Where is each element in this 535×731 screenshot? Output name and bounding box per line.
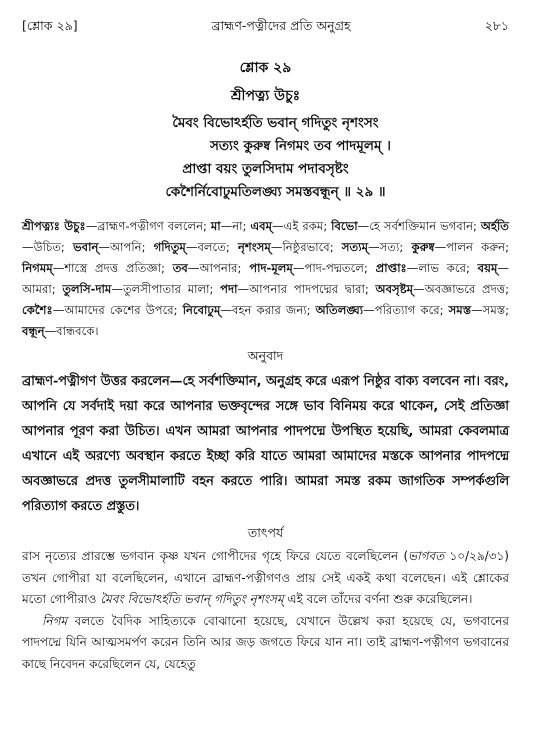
synonym-meaning: —না;	[220, 219, 251, 233]
verse-quote: মৈবং বিভোঽর্হতি ভবান্ গদিতুং নৃশংসম্	[100, 592, 284, 606]
verse-line: প্রাপ্তা বয়ং তুলসিদাম পদাবসৃষ্টং	[182, 161, 349, 177]
synonym-word: অতিলঙ্ঘ্য	[315, 303, 364, 317]
synonym-word: তব	[172, 261, 188, 275]
page-header	[22, 18, 509, 44]
synonym-meaning: —তুলসীপাতার মালা;	[111, 282, 221, 296]
verse-number: শ্লোক ২৯	[239, 60, 292, 76]
synonym-meaning: —আপনার পাদপদ্মের দ্বারা;	[237, 282, 376, 296]
synonym-word: পদা	[220, 282, 238, 296]
verse-speaker: শ্রীপত্ন্য উচুঃ	[230, 88, 301, 104]
header-verse-ref: [শ্লোক ২৯]	[22, 18, 78, 33]
synonym-word: শ্রীপত্ন্যঃ উচুঃ	[22, 219, 86, 233]
verse-block	[22, 56, 509, 204]
synonym-meaning: —বলতে;	[185, 240, 238, 254]
synonym-word: তুলসি-দাম	[62, 282, 112, 296]
synonym-meaning: —লাভ করে;	[406, 261, 478, 275]
synonym-word: নিগমম্	[22, 261, 53, 275]
synonym-meaning: —পাদ-পদ্মতলে;	[292, 261, 376, 275]
purport-text-run: এই বলে তাঁদের বর্ণনা শুরু করেছিলেন।	[283, 592, 473, 606]
synonym-meaning: —বহন করার জন্য;	[220, 303, 316, 317]
purport-text-run: রাস নৃত্যের প্রারম্ভে ভগবান কৃষ্ণ যখন গোপীদের গৃহে ফিরে যেতে বলেছিলেন (	[22, 549, 409, 563]
synonym-word: বয়ম্	[477, 261, 498, 275]
synonym-meaning: —আপনি;	[98, 240, 154, 254]
synonym-word: ভবান্	[73, 240, 99, 254]
translation-text: ব্রাহ্মণ-পত্নীগণ উত্তর করলেন—হে সর্বশক্তিমান, অনুগ্রহ করে এরূপ নিষ্ঠুর বাক্য বলবেন না। বরং, আপনি যে সর্বদাই দয়া করে আপনার ভক্তবৃন্দের সঙ্গে ভাব বিনিময় করে থাকেন, সেই প্রতিজ্ঞা আপনার পূরণ করা উচিত। এখন আমরা আপনার পাদপদ্মে উপস্থিত হয়েছি, আমরা কেবলমাত্র এখানে এই অরণ্যে অবস্থান করতে ইচ্ছা করি যাতে আমরা আমাদের মস্তকে আপনার পাদপদ্মে অবজ্ঞাভরে প্রদত্ত তুলসীমালাটি বহন করতে পারি। আমরা সমস্ত রকম জাগতিক সম্পর্কগুলি পরিত্যাগ করতে প্রস্তুত।	[22, 374, 509, 514]
synonym-word: অবসৃষ্টম্	[375, 282, 414, 296]
synonym-word: কেশৈঃ	[22, 303, 53, 317]
synonym-word: পাদ-মূলম্	[249, 261, 293, 275]
translation-heading: অনুবাদ	[247, 348, 284, 363]
synonym-meaning: —পালন করুন;	[434, 240, 510, 254]
synonym-meaning: —এই রকম;	[272, 219, 332, 233]
synonym-word: সত্যম্	[341, 240, 369, 254]
synonym-meaning: —আমাদের কেশের উপরে;	[52, 303, 183, 317]
synonym-word: মা	[210, 219, 221, 233]
synonym-meaning: —সত্য;	[368, 240, 412, 254]
word-synonyms	[22, 216, 509, 342]
synonym-meaning: —বান্ধবকে।	[44, 324, 99, 338]
synonym-word: এবম্	[250, 219, 273, 233]
purport-text-run: বলতে বৈদিক সাহিত্যকে বোঝানো হয়েছে, যেখানে উল্লেখ করা হয়েছে যে, ভগবানের পাদপদ্মে যিনি আত্মসমর্পণ করেন তিনি আর জড় জগতে ফিরে যান না। তাই ব্রাহ্মণ-পত্নীগণ ভগবানের কাছে নিবেদন করেছিলেন যে, যেহেতু	[22, 613, 509, 671]
scripture-reference: ভাগবত	[408, 549, 445, 563]
synonym-meaning: —হে সর্বশক্তিমান ভগবান;	[357, 219, 481, 233]
verse-line: মৈবং বিভোঽর্হতি ভবান্ গদিতুং নৃশংসং	[172, 115, 379, 131]
synonym-word: গদিতুম্	[153, 240, 186, 254]
synonym-meaning: —উচিত;	[22, 240, 73, 254]
synonym-meaning: —আমরা;	[22, 261, 509, 296]
synonym-meaning: —নিষ্ঠুরভাবে;	[270, 240, 342, 254]
purport-heading: তাৎপর্য	[247, 525, 284, 540]
purport-paragraph	[22, 611, 509, 676]
header-page-number: ২৮১	[484, 18, 509, 33]
header-chapter-title: ব্রাহ্মণ-পত্নীদের প্রতি অনুগ্রহ	[211, 18, 351, 33]
synonym-word: বিভো	[331, 219, 358, 233]
synonym-word: প্রাপ্তাঃ	[375, 261, 407, 275]
synonym-meaning: —ব্রাহ্মণ-পত্নীগণ বললেন;	[85, 219, 211, 233]
verse-line: কেশৈর্নিবোঢুমতিলঙ্ঘ্য সমস্তবন্ধূন্ ॥ ২৯ ॥	[165, 184, 386, 200]
synonym-word: নৃশংসম্	[238, 240, 271, 254]
purport-text	[22, 546, 509, 675]
synonym-word: নিবোঢুম্	[182, 303, 221, 317]
synonym-word: কুরুষ্ব	[411, 240, 435, 254]
synonym-word: অর্হতি	[480, 219, 509, 233]
synonym-word: বন্ধূন্	[22, 324, 45, 338]
synonym-meaning: —আপনার;	[187, 261, 250, 275]
purport-paragraph	[22, 546, 509, 611]
sanskrit-term: নিগম	[42, 613, 68, 628]
verse-line: সত্যং কুরুষ্ব নিগমং তব পাদমূলম্ ।	[210, 138, 391, 154]
synonym-word: সমস্ত	[448, 303, 472, 317]
synonym-meaning: —পরিত্যাগ করে;	[363, 303, 449, 317]
synonym-meaning: —অবজ্ঞাভরে প্রদত্ত;	[413, 282, 509, 296]
synonym-meaning: —সমস্ত;	[471, 303, 510, 317]
synonym-meaning: —শাস্ত্রে প্রদত্ত প্রতিজ্ঞা;	[52, 261, 173, 275]
purport-text-run: ১০/২৯/৩১) তখন গোপীরা যা বলেছিলেন, এখানে ব্রাহ্মণ-পত্নীগণও প্রায় সেই একই কথা বলেছেন। এই শ্লোকের মতো গোপীরাও	[22, 549, 509, 606]
